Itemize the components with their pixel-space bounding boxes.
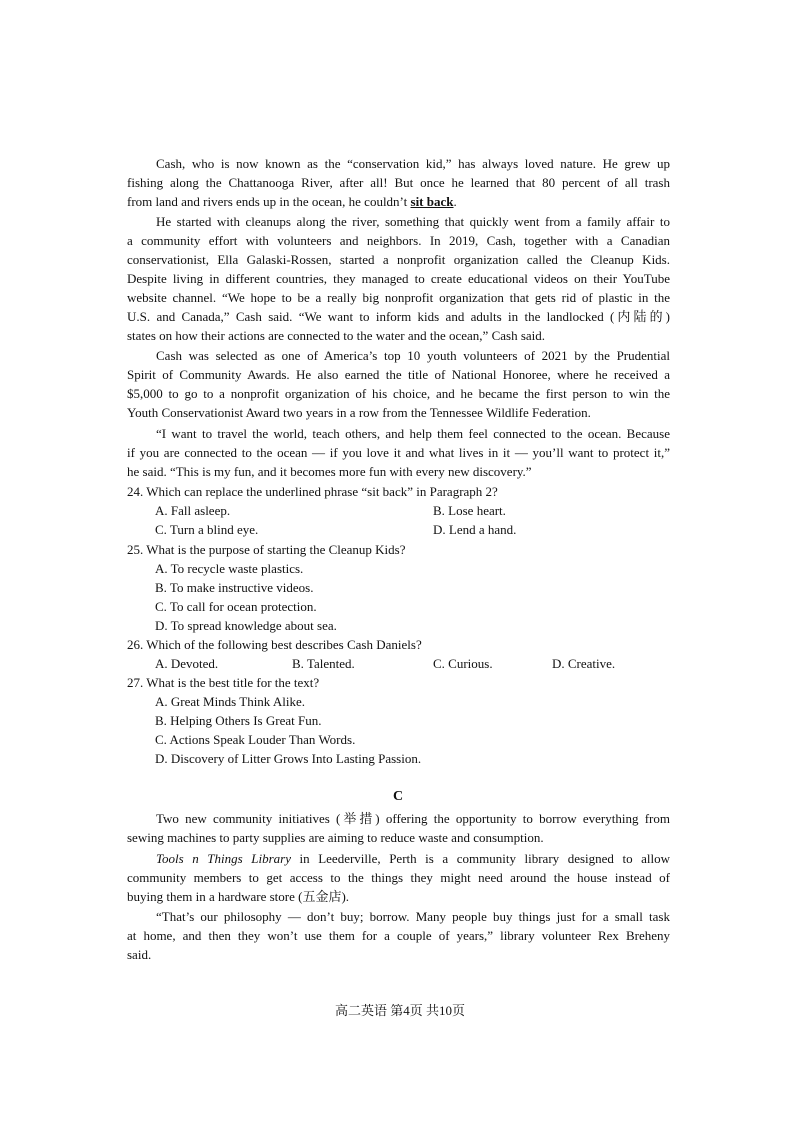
question-25-option-b: B. To make instructive videos. — [155, 580, 314, 595]
question-25-option-a: A. To recycle waste plastics. — [155, 561, 304, 576]
text: in Leederville, Perth is a community library designed to allow — [291, 851, 670, 866]
question-27-option-c: C. Actions Speak Louder Than Words. — [155, 732, 356, 747]
passage-b-p1-line1: Cash, who is now known as the “conservation kid,” has always loved nature. He grew up — [156, 156, 670, 171]
library-name: Tools n Things Library — [156, 851, 291, 866]
question-26-option-d: D. Creative. — [552, 656, 616, 671]
passage-c-p3-line3: said. — [127, 947, 152, 962]
question-24-option-a: A. Fall asleep. — [155, 503, 231, 518]
question-27-stem: 27. What is the best title for the text? — [127, 675, 320, 690]
passage-b-p2-line7: states on how their actions are connected to the water and the ocean,” Cash said. — [127, 328, 546, 343]
question-24-option-c: C. Turn a blind eye. — [155, 522, 259, 537]
passage-b-p3-line1: Cash was selected as one of America’s top 10 youth volunteers of 2021 by the Prudential — [156, 348, 670, 363]
passage-c-p2-line1 — [156, 849, 670, 868]
question-27-option-b: B. Helping Others Is Great Fun. — [155, 713, 322, 728]
passage-b-p4-line2: if you are connected to the ocean — if you love it and what lives in it — you’ll want to protect it,” — [127, 445, 670, 460]
question-27-option-a: A. Great Minds Think Alike. — [155, 694, 305, 709]
text: . — [453, 194, 457, 209]
passage-c-p1-line2: sewing machines to party supplies are aiming to reduce waste and consumption. — [127, 830, 544, 845]
passage-b-p2-line2: a community effort with volunteers and neighbors. In 2019, Cash, together with a Canadian — [127, 233, 670, 248]
passage-c-p3-line1: “That’s our philosophy — don’t buy; borrow. Many people buy things just for a small task — [156, 909, 670, 924]
question-24-option-b: B. Lose heart. — [433, 503, 506, 518]
passage-b-p3-line2: Spirit of Community Awards. He also earned the title of National Honoree, where he received a — [127, 367, 670, 382]
question-26-stem: 26. Which of the following best describes Cash Daniels? — [127, 637, 422, 652]
passage-c-p2-line3: buying them in a hardware store (五金店). — [127, 889, 350, 904]
passage-b-p1-line2: fishing along the Chattanooga River, after all! But once he learned that 80 percent of all trash — [127, 175, 670, 190]
passage-b-p3-line3: $5,000 to go to a nonprofit organization of his choice, and he became the first person to win the — [127, 386, 670, 401]
passage-c-p2-line2: community members to get access to the things they might need around the house instead of — [127, 870, 670, 885]
question-25-stem: 25. What is the purpose of starting the Cleanup Kids? — [127, 542, 406, 557]
passage-b-p4-line3: he said. “This is my fun, and it becomes more fun with every new discovery.” — [127, 464, 532, 479]
question-24-option-d: D. Lend a hand. — [433, 522, 517, 537]
passage-b-p2-line6: U.S. and Canada,” Cash said. “We want to inform kids and adults in the landlocked (内陆的) — [127, 309, 670, 324]
passage-b-p2-line1: He started with cleanups along the river, something that quickly went from a family affair to — [156, 214, 670, 229]
passage-b-p1-line3 — [127, 192, 457, 211]
page-footer: 高二英语 第4页 共10页 — [334, 1003, 465, 1018]
question-25-option-d: D. To spread knowledge about sea. — [155, 618, 337, 633]
question-24-stem: 24. Which can replace the underlined phrase “sit back” in Paragraph 2? — [127, 484, 498, 499]
passage-b-p2-line4: Despite living in different countries, they managed to create educational videos on their YouTube — [127, 271, 670, 286]
question-25-option-c: C. To call for ocean protection. — [155, 599, 317, 614]
passage-b-p4-line1: “I want to travel the world, teach others, and help them feel connected to the ocean. Because — [156, 426, 670, 441]
question-26-option-b: B. Talented. — [292, 656, 355, 671]
passage-b-p2-line5: website channel. “We hope to be a really big nonprofit organization that gets rid of plastic in the — [127, 290, 670, 305]
question-27-option-d: D. Discovery of Litter Grows Into Lasting Passion. — [155, 751, 422, 766]
text: from land and rivers ends up in the ocean, he couldn’t — [127, 194, 411, 209]
question-26-option-a: A. Devoted. — [155, 656, 219, 671]
section-heading-c: C — [393, 789, 404, 804]
question-26-option-c: C. Curious. — [433, 656, 493, 671]
passage-c-p3-line2: at home, and then they won’t use them for a couple of years,” library volunteer Rex Breheny — [127, 928, 670, 943]
passage-b-p3-line4: Youth Conservationist Award two years in a row from the Tennessee Wildlife Federation. — [127, 405, 591, 420]
passage-c-p1-line1: Two new community initiatives (举措) offering the opportunity to borrow everything from — [156, 811, 670, 826]
passage-b-p2-line3: conservationist, Ella Galaski-Rossen, started a nonprofit organization called the Cleanup Kids. — [127, 252, 670, 267]
underlined-phrase: sit back — [410, 194, 454, 209]
